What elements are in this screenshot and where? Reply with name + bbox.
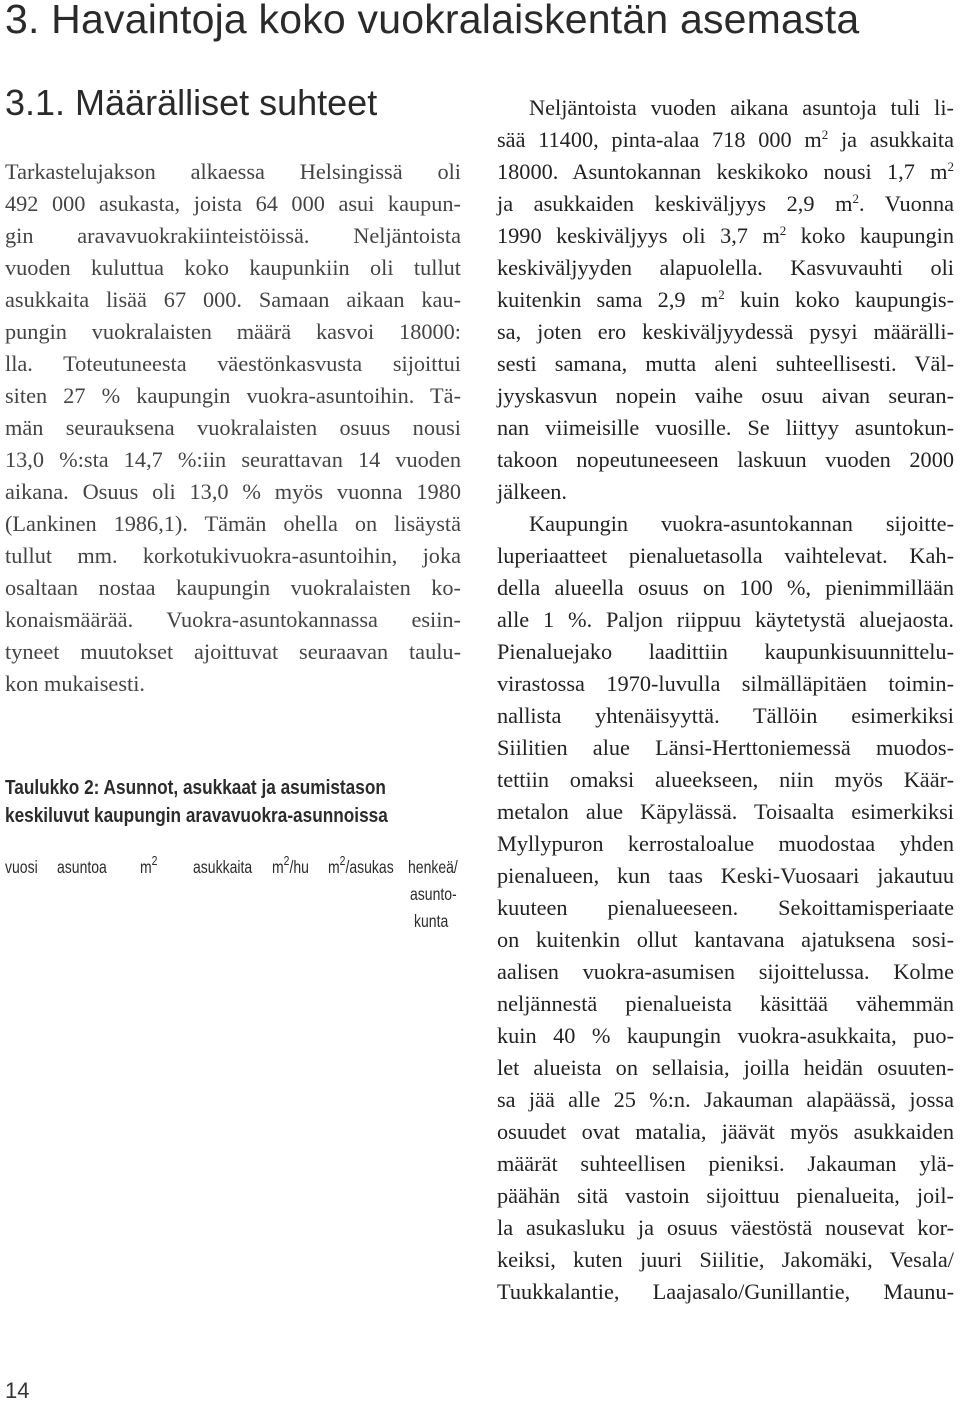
text-line: alle 1 %. Paljon riippuu käytetystä aluejaosta. — [497, 607, 954, 632]
text-line: Tarkastelujakson alkaessa Helsingissä oli — [5, 159, 461, 184]
header-vuosi: vuosi — [5, 857, 38, 877]
text-line: Pienaluejako laadittiin kaupunkisuunnittelu- — [497, 639, 954, 664]
text-line: päähän sitä vastoin sijoittuu pienalueita, joil- — [497, 1183, 954, 1208]
text-line: neljännestä pienalueista käsittää vähemmän — [497, 991, 954, 1016]
header-m2-per-asukas: $m^2$/asukas — [328, 853, 394, 877]
text-line: tyneet muutokset ajoittuvat seuraavan taulu- — [5, 639, 461, 664]
text-line: nallista yhtenäisyyttä. Tällöin esimerkiksi — [497, 703, 954, 728]
text-line: sa jää alle 25 %:n. Jakauman alapäässä, jossa — [497, 1087, 954, 1112]
text-line: jyyskasvun nopein vaihe osuu aivan seuran- — [497, 383, 954, 408]
page-number: 14 — [5, 1378, 30, 1403]
text-line: (Lankinen 1986,1). Tämän ohella on lisäystä — [5, 511, 461, 536]
text-line: siten 27 % kaupungin vuokra-asuntoihin. Tä- — [5, 383, 461, 408]
text-line: tullut mm. korkotukivuokra-asuntoihin, joka — [5, 543, 461, 568]
text-line: metalon alue Käpylässä. Toisaalta esimerkiksi — [497, 799, 954, 824]
text-line: pienalueen, kun taas Keski-Vuosaari jakautuu — [497, 863, 954, 888]
text-line: osuudet ovat matalia, jäävät myös asukkaiden — [497, 1119, 954, 1144]
text-line: vuoden kuluttua koko kaupunkiin oli tullut — [5, 255, 461, 280]
header-henkea: henkeä/ — [408, 857, 458, 877]
text-line: keskiväljyyden alapuolella. Kasvuvauhti oli — [497, 255, 954, 280]
text-line: virastossa 1970-luvulla silmälläpitäen toimin- — [497, 671, 954, 696]
header-m2-per-hu: $m^2/hu$ — [272, 853, 309, 877]
header-henkea-3: kunta — [414, 911, 449, 931]
text-line: nan viimeisille vuosille. Se liittyy asuntokun- — [497, 415, 954, 440]
text-line: kuitenkin sama 2,9 $m^2$ kuin koko kaupungis- — [497, 287, 954, 312]
left-column-text — [5, 156, 461, 700]
text-line: jälkeen. — [497, 479, 567, 504]
text-line: sa, joten ero keskiväljyydessä pysyi määrälli- — [497, 319, 954, 344]
text-line: Myllypuron kerrostaloalue muodostaa yhden — [497, 831, 954, 856]
header-m2: $m^2$ — [140, 853, 158, 877]
text-line: luperiaatteet pienaluetasolla vaihtelevat. Kah- — [497, 543, 954, 568]
text-line: lla. Toteutuneesta väestönkasvusta sijoittui — [5, 351, 461, 376]
text-line: kon mukaisesti. — [5, 671, 145, 696]
text-line: kuin 40 % kaupungin vuokra-asukkaita, puo- — [497, 1023, 954, 1048]
text-line: kuuteen pienalueeseen. Sekoittamisperiaate — [497, 895, 954, 920]
header-asuntoa: asuntoa — [57, 857, 107, 877]
text-line: asukkaita lisää 67 000. Samaan aikaan kau- — [5, 287, 461, 312]
text-line: män seurauksena vuokralaisten osuus nousi — [5, 415, 461, 440]
text-line: ja asukkaiden keskiväljyys 2,9 $m^2$. Vuonna — [497, 191, 954, 216]
header-henkea-2: asunto- — [410, 884, 457, 904]
text-line: 1990 keskiväljyys oli 3,7 $m^2$ koko kaupungin — [497, 223, 955, 248]
text-line: 492 000 asukasta, joista 64 000 asui kaupun- — [5, 191, 461, 216]
text-line: aalisen vuokra-asumisen sijoittelussa. Kolme — [497, 959, 954, 984]
text-line: Neljäntoista vuoden aikana asuntoja tuli li- — [529, 95, 954, 120]
table-caption-line: keskiluvut kaupungin aravavuokra-asunnoissa — [5, 804, 388, 827]
text-line: della alueella osuus on 100 %, pienimmillään — [497, 575, 954, 600]
text-line: sää 11400, pinta-alaa 718 000 $m^2$ ja asukkaita — [497, 127, 954, 152]
text-line: pungin vuokralaisten määrä kasvoi 18000: — [5, 319, 461, 344]
text-line: 18000. Asuntokannan keskikoko nousi 1,7 $m^2$ — [497, 159, 954, 184]
text-line: on kuitenkin ollut kantavana ajatuksena sosi- — [497, 927, 954, 952]
text-line: sesti samana, mutta aleni suhteellisesti. Väl- — [497, 351, 954, 376]
text-line: 13,0 %:sta 14,7 %:iin seurattavan 14 vuoden — [5, 447, 461, 472]
text-line: Kaupungin vuokra-asuntokannan sijoitte- — [529, 511, 954, 536]
page-heading: 3. Havaintoja koko vuokralaiskentän asemasta — [5, 0, 860, 42]
table-caption — [5, 774, 388, 830]
text-line: Siilitien alue Länsi-Herttoniemessä muodos- — [497, 735, 954, 760]
text-line: takoon nopeutuneeseen laskuun vuoden 2000 — [497, 447, 954, 472]
section-heading: 3.1. Määrälliset suhteet — [5, 82, 378, 123]
text-line: osaltaan nostaa kaupungin vuokralaisten ko- — [5, 575, 461, 600]
text-line: konaismäärää. Vuokra-asuntokannassa esiin- — [5, 607, 461, 632]
text-line: keiksi, kuten juuri Siilitie, Jakomäki, Vesala/ — [497, 1247, 954, 1272]
text-line: gin aravavuokrakiinteistöissä. Neljäntoista — [5, 223, 461, 248]
text-line: tettiin omaksi alueekseen, niin myös Käär- — [497, 767, 954, 792]
header-asukkaita: asukkaita — [193, 857, 253, 877]
text-line: aikana. Osuus oli 13,0 % myös vuonna 1980 — [5, 479, 461, 504]
right-column-text — [497, 92, 954, 1308]
table-caption-line: Taulukko 2: Asunnot, asukkaat ja asumistason — [5, 776, 386, 799]
text-line: Tuukkalantie, Laajasalo/Gunillantie, Maunu- — [497, 1279, 954, 1304]
text-line: let alueista on sellaisia, joilla heidän osuuten- — [497, 1055, 954, 1080]
text-line: la asukasluku ja osuus väestöstä nousevat kor- — [497, 1215, 954, 1240]
text-line: määrät suhteellisen pieniksi. Jakauman ylä- — [497, 1151, 954, 1176]
